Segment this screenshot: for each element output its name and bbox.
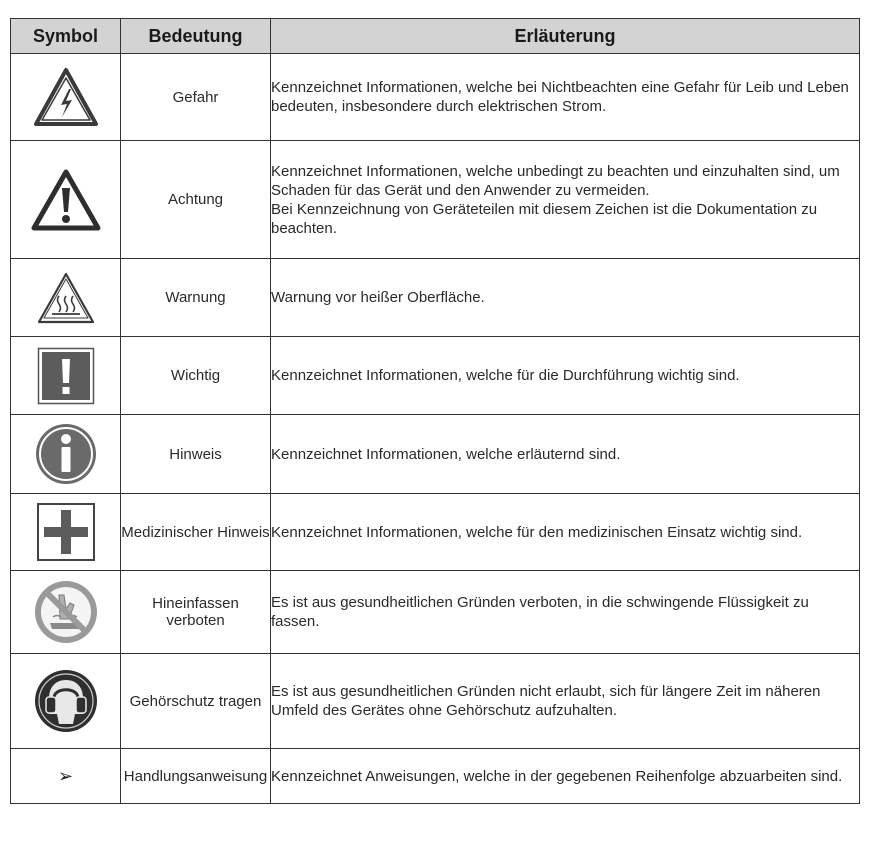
explanation-text: Bei Kennzeichnung von Geräteteilen mit diesem Zeichen ist die Dokumentation zu beachten. (271, 200, 818, 237)
symbol-cell (11, 571, 121, 654)
explanation-cell (271, 494, 860, 571)
symbol-cell (11, 654, 121, 749)
explanation-cell (271, 654, 860, 749)
symbol-table (10, 18, 860, 804)
table-row (11, 571, 860, 654)
explanation-cell (271, 415, 860, 494)
table-header-row (11, 19, 860, 54)
table-row (11, 54, 860, 141)
symbol-cell (11, 494, 121, 571)
table-row (11, 494, 860, 571)
explanation-text: Es ist aus gesundheitlichen Gründen nicht erlaubt, sich für längere Zeit im näheren Umfeld des Gerätes ohne Gehörschutz aufzuhalten. (271, 683, 821, 719)
symbol-cell (11, 337, 121, 415)
symbol-cell (11, 259, 121, 337)
table-row (11, 654, 860, 749)
table-row (11, 749, 860, 804)
warning-exclamation-icon (30, 168, 102, 232)
column-header-explanation: Erläuterung (271, 19, 860, 54)
meaning-cell: Handlungsanweisung (121, 749, 271, 804)
no-hand-in-liquid-icon (33, 579, 99, 645)
meaning-cell: Gefahr (121, 54, 271, 141)
symbol-cell (11, 54, 121, 141)
symbol-cell (11, 141, 121, 259)
explanation-text: Warnung vor heißer Oberfläche. (271, 289, 485, 306)
meaning-cell: Medizinischer Hinweis (121, 494, 271, 571)
symbol-cell (11, 749, 121, 804)
table-row (11, 259, 860, 337)
ear-protection-icon (33, 668, 99, 734)
explanation-text: Kennzeichnet Informationen, welche erläuternd sind. (271, 445, 621, 463)
explanation-text: Kennzeichnet Informationen, welche für den medizinischen Einsatz wichtig sind. (271, 523, 803, 541)
meaning-cell: Hinweis (121, 415, 271, 494)
explanation-cell (271, 141, 860, 259)
hot-surface-icon (36, 271, 96, 325)
meaning-cell: Wichtig (121, 337, 271, 415)
explanation-cell (271, 749, 860, 804)
table-row (11, 337, 860, 415)
medical-cross-icon (36, 502, 96, 562)
explanation-text: Kennzeichnet Informationen, welche für die Durchführung wichtig sind. (271, 367, 740, 384)
explanation-cell (271, 337, 860, 415)
info-icon (34, 422, 98, 486)
meaning-cell: Gehörschutz tragen (121, 654, 271, 749)
meaning-cell: Hineinfassen verboten (121, 571, 271, 654)
explanation-text: Kennzeichnet Anweisungen, welche in der gegebenen Reihenfolge abzuarbeiten sind. (271, 767, 843, 785)
arrow-bullet-icon: ➢ (57, 765, 74, 787)
explanation-text: Kennzeichnet Informationen, welche bei Nichtbeachten eine Gefahr für Leib und Leben bedeuten, insbesondere durch elektrischen Strom. (271, 79, 849, 115)
explanation-cell (271, 259, 860, 337)
meaning-cell: Warnung (121, 259, 271, 337)
electric-hazard-icon (33, 67, 99, 127)
column-header-symbol: Symbol (11, 19, 121, 54)
explanation-cell (271, 54, 860, 141)
important-exclamation-icon (37, 347, 95, 405)
column-header-meaning: Bedeutung (121, 19, 271, 54)
table-row (11, 415, 860, 494)
explanation-text: Es ist aus gesundheitlichen Gründen verboten, in die schwingende Flüssigkeit zu fassen. (271, 594, 809, 630)
explanation-text: Kennzeichnet Informationen, welche unbedingt zu beachten und einzuhalten sind, um Schaden für das Gerät und den Anwender zu vermeiden. (271, 162, 840, 199)
symbol-cell (11, 415, 121, 494)
meaning-cell: Achtung (121, 141, 271, 259)
explanation-cell (271, 571, 860, 654)
table-row (11, 141, 860, 259)
